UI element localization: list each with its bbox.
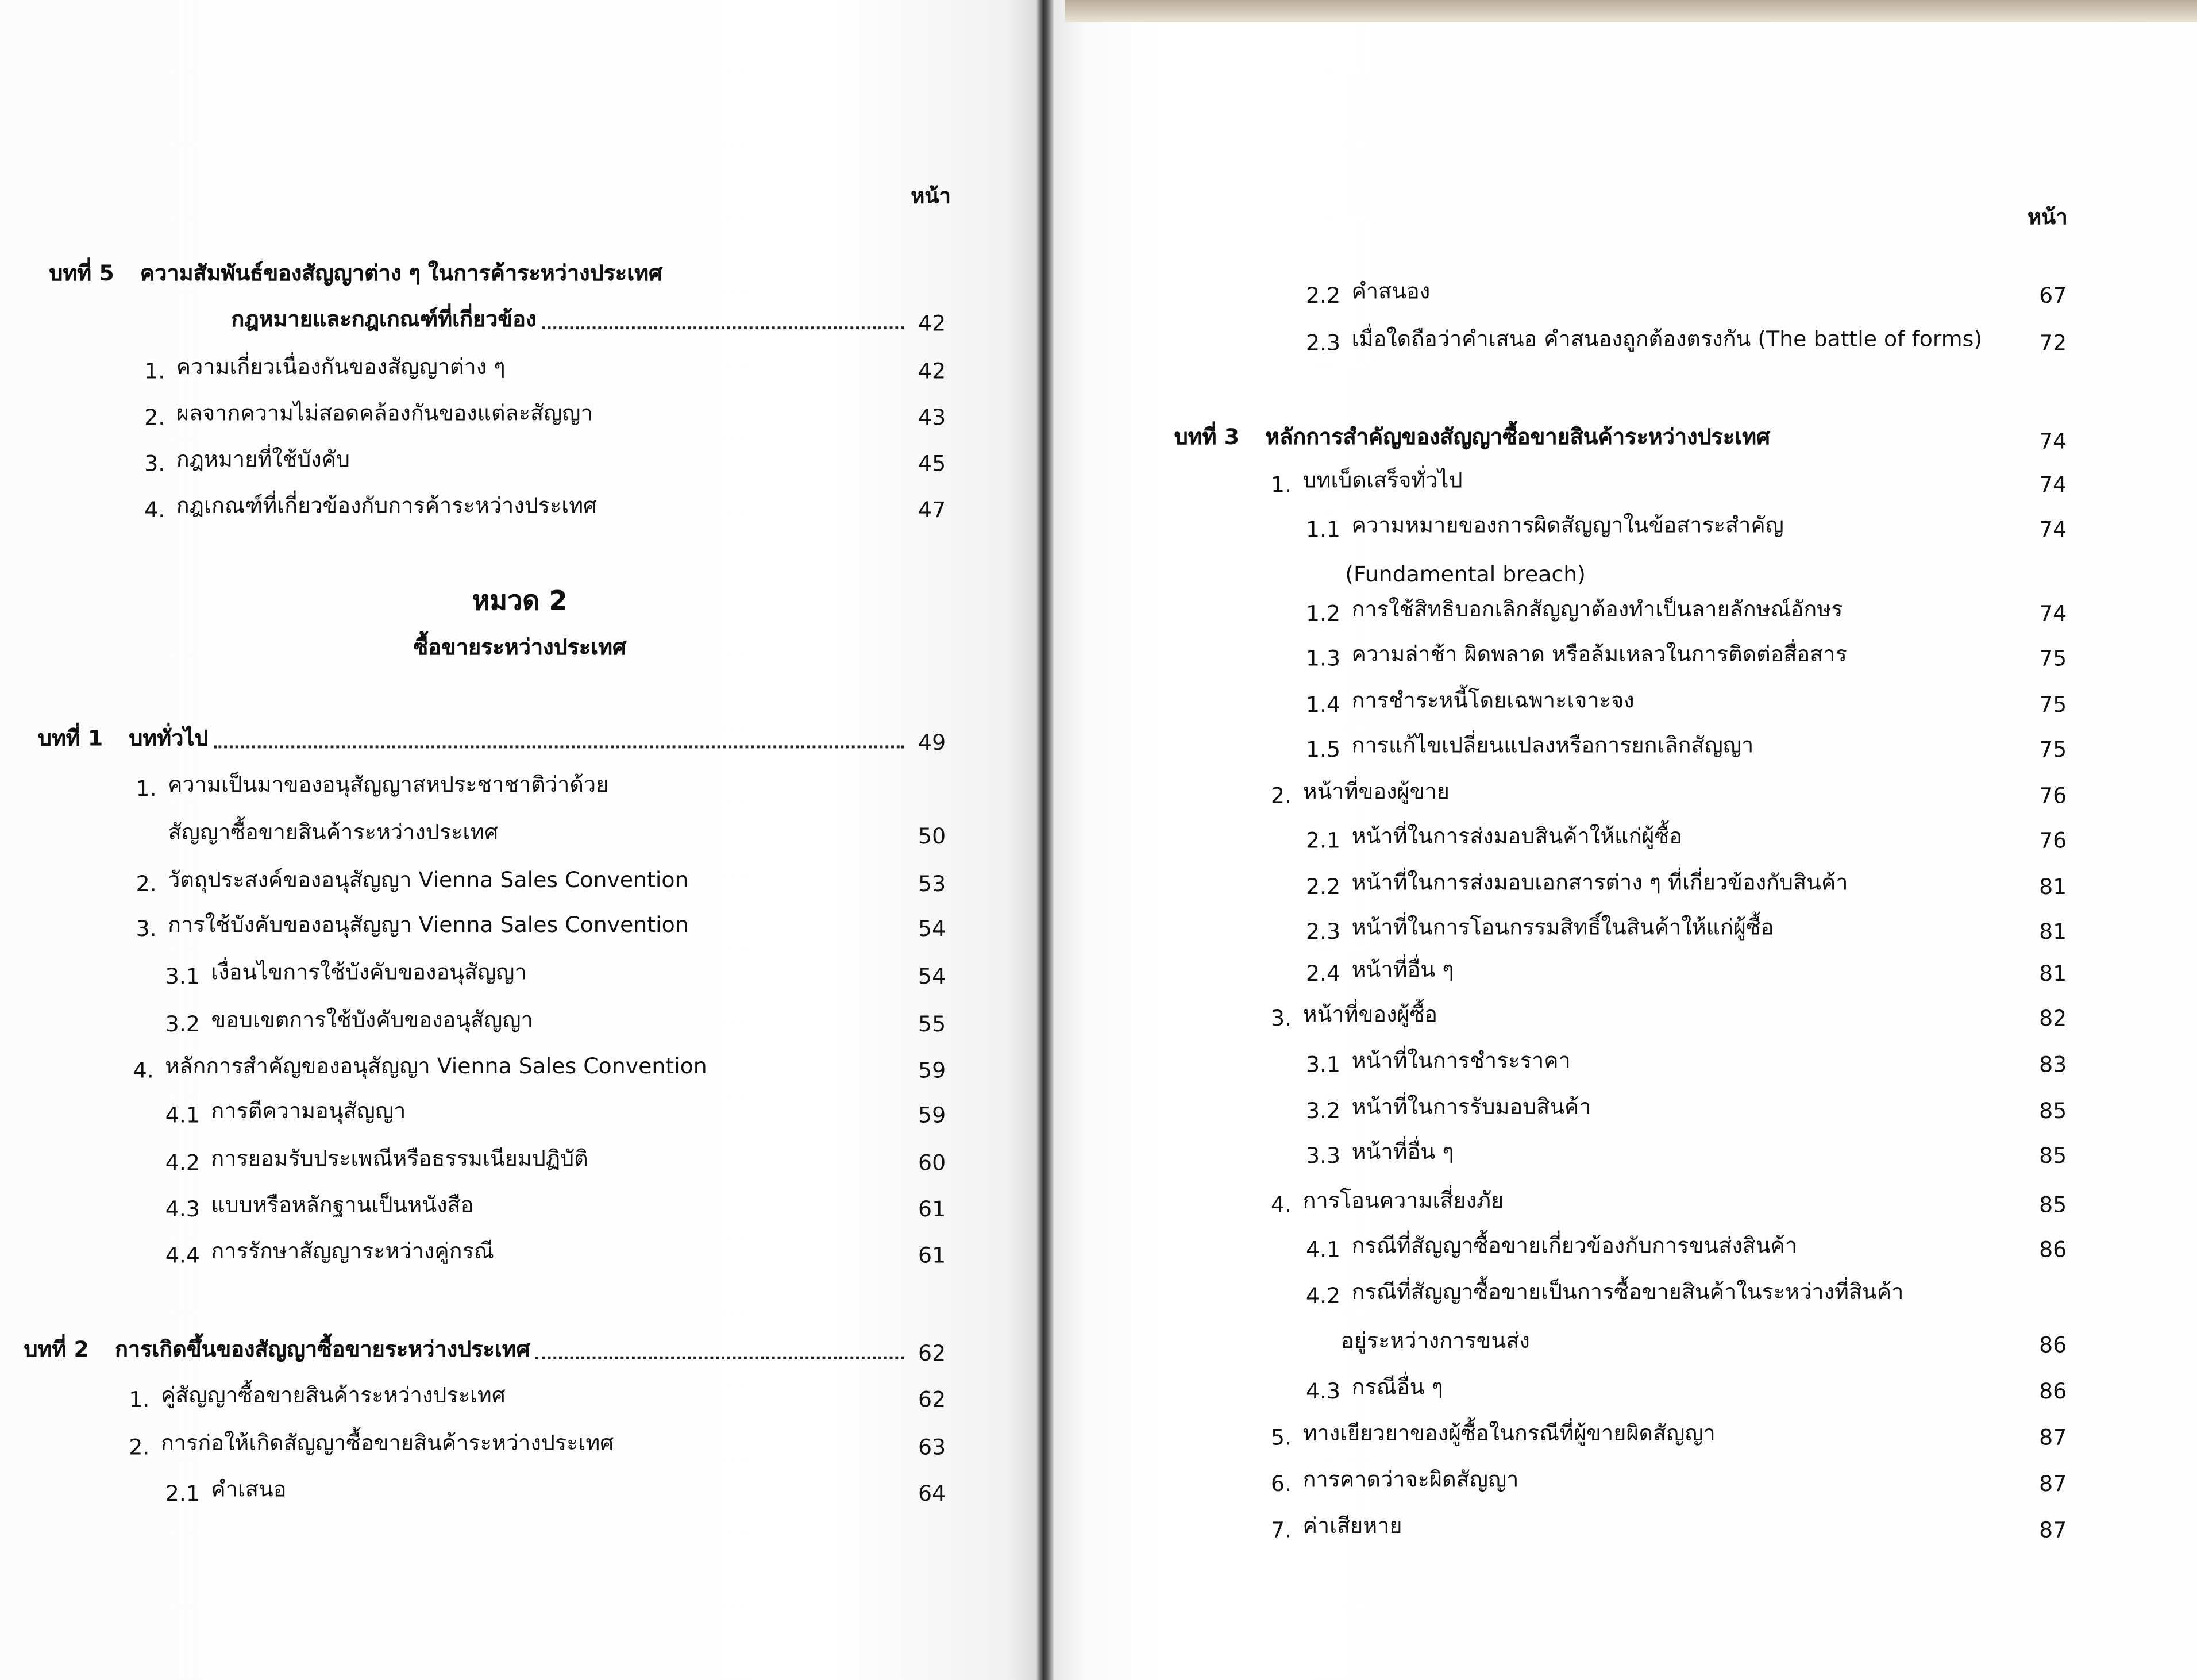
entry-title: หน้าที่อื่น ๆ [1351,957,1454,982]
entry-number: 3.1 [165,964,200,989]
entry-number: 1.5 [1305,737,1341,762]
entry-number: 4.2 [1305,1283,1341,1309]
entry-number: 4.3 [165,1196,200,1222]
entry-number: 1.4 [1305,692,1341,718]
page-number: 59 [918,1103,946,1128]
entry-number: 1.1 [1305,517,1341,542]
entry-number: บทที่ 1 [37,726,103,752]
toc-chapter-entry [140,303,946,337]
book-spine [1037,0,1054,1680]
entry-number: 1. [136,776,157,802]
toc-entry [144,350,946,384]
entry-number: 3. [136,916,157,942]
toc-entry [165,1473,946,1506]
toc-chapter-entry [1174,421,2067,454]
entry-number: 3.1 [1305,1052,1341,1078]
toc-entry [1341,1324,2067,1358]
page-number: 42 [918,359,946,384]
page-number: 75 [2039,646,2067,672]
toc-entry [1271,464,2067,498]
page-number: 61 [918,1243,946,1269]
toc-chapter-entry [49,256,946,290]
page-number: 75 [2039,737,2067,762]
entry-number: 2.1 [1305,828,1341,854]
toc-entry [1271,1509,2067,1543]
entry-number: 1. [1270,472,1292,498]
entry-title: หน้าที่ในการส่งมอบเอกสารต่าง ๆ ที่เกี่ยวข้องกับสินค้า [1351,870,1848,896]
background-surface [1065,0,2197,22]
toc-entry [1306,593,2067,627]
toc-chapter-entry [24,1332,946,1366]
entry-title: การใช้บังคับของอนุสัญญา Vienna Sales Convention [168,912,689,938]
page-number: 86 [2039,1237,2067,1263]
entry-title: หน้าที่ของผู้ขาย [1302,779,1450,804]
toc-entry [1306,729,2067,762]
entry-title: กรณีที่สัญญาซื้อขายเกี่ยวข้องกับการขนส่งสินค้า [1351,1233,1798,1259]
entry-title: การโอนความเสี่ยงภัย [1302,1188,1504,1214]
entry-number: 2.3 [1305,330,1341,356]
entry-title: วัตถุประสงค์ของอนุสัญญา Vienna Sales Convention [168,867,689,893]
entry-number: 4. [144,497,165,523]
entry-number: 4. [133,1058,154,1084]
toc-entry [1306,911,2067,945]
entry-title: แบบหรือหลักฐานเป็นหนังสือ [211,1192,474,1218]
page-number: 81 [2039,874,2067,900]
entry-title: (Fundamental breach) [1345,561,1586,587]
entry-title: ผลจากความไม่สอดคล้องกันของแต่ละสัญญา [176,400,593,426]
toc-entry [1306,1044,2067,1078]
page-number: 62 [918,1340,946,1366]
toc-entry [1306,1275,2067,1309]
page-number: 86 [2039,1332,2067,1358]
entry-number: 4.4 [165,1243,200,1269]
entry-title: หน้าที่ในการส่งมอบสินค้าให้แก่ผู้ซื้อ [1351,824,1682,849]
page-number: 87 [2039,1471,2067,1497]
toc-entry [165,1003,946,1037]
entry-number: 3.2 [165,1011,200,1037]
page-number: 67 [2039,283,2067,309]
toc-entry [136,908,946,942]
entry-number: 1. [129,1387,150,1413]
entry-number: 3. [144,451,165,477]
toc-entry [1271,997,2067,1031]
toc-entry [165,1142,946,1176]
entry-number: 2.2 [1305,283,1341,309]
entry-title: การยอมรับประเพณีหรือธรรมเนียมปฏิบัติ [211,1146,588,1172]
entry-title: บทเบ็ดเสร็จทั่วไป [1302,468,1463,494]
page-number: 45 [918,451,946,477]
page-number: 47 [918,497,946,523]
toc-chapter-entry [38,722,946,756]
entry-number: 7. [1270,1517,1292,1543]
page-number: 54 [918,964,946,989]
toc-entry [1271,1184,2067,1218]
page-number: 49 [918,730,946,756]
entry-number: 4.3 [1305,1378,1341,1404]
toc-entry [165,1188,946,1222]
entry-number: 4.2 [165,1150,200,1176]
entry-title: ความล่าช้า ผิดพลาด หรือล้มเหลวในการติดต่อสื่อสาร [1351,641,1847,667]
page-number: 61 [918,1196,946,1222]
entry-title: คำเสนอ [211,1477,287,1502]
entry-number: 2. [1270,783,1292,809]
entry-title: บททั่วไป [129,726,209,752]
toc-entry [144,443,946,477]
page-number: 42 [918,311,946,337]
toc-entry [1306,322,2067,356]
entry-number: 3.2 [1305,1099,1341,1124]
dot-leader [542,326,904,329]
entry-title: หน้าที่ในการชำระราคา [1351,1048,1571,1074]
entry-title: หน้าที่ในการรับมอบสินค้า [1351,1094,1591,1120]
page-number: 75 [2039,692,2067,718]
entry-number: 2. [136,871,157,897]
entry-title: การรักษาสัญญาระหว่างคู่กรณี [211,1238,494,1264]
entry-number: 2.4 [1305,961,1341,987]
page-number: 87 [2039,1425,2067,1451]
entry-title: ความสัมพันธ์ของสัญญาต่าง ๆ ในการค้าระหว่างประเทศ [140,260,663,286]
entry-title: การแก้ไขเปลี่ยนแปลงหรือการยกเลิกสัญญา [1351,733,1754,758]
page-number: 59 [918,1058,946,1084]
left-page-header: หน้า [911,183,951,209]
toc-entry [1271,775,2067,809]
page-number: 72 [2039,330,2067,356]
toc-entry [129,1379,946,1413]
page-number: 85 [2039,1192,2067,1218]
entry-title: เงื่อนไขการใช้บังคับของอนุสัญญา [211,960,527,985]
toc-entry [165,1235,946,1269]
section-subtitle: ซื้อขายระหว่างประเทศ [413,634,627,660]
entry-number: 1.3 [1305,646,1341,672]
entry-title: ค่าเสียหาย [1302,1513,1402,1539]
page-number: 53 [918,871,946,897]
toc-entry [1306,275,2067,309]
toc-entry [133,1050,946,1084]
toc-entry [1306,638,2067,672]
toc-entry [168,815,946,849]
entry-title: หลักการสำคัญของสัญญาซื้อขายสินค้าระหว่างประเทศ [1265,424,1771,450]
entry-title: คู่สัญญาซื้อขายสินค้าระหว่างประเทศ [160,1383,506,1408]
entry-number: บทที่ 5 [49,260,114,286]
entry-title: การคาดว่าจะผิดสัญญา [1302,1467,1519,1493]
page-number: 82 [2039,1006,2067,1031]
page-number: 81 [2039,919,2067,945]
page-number: 55 [918,1011,946,1037]
toc-entry [1306,953,2067,987]
toc-entry [1306,1370,2067,1404]
dot-leader [214,745,904,748]
toc-entry [129,1427,946,1461]
entry-title: กฎหมายที่ใช้บังคับ [176,446,350,472]
entry-title: การเกิดขึ้นของสัญญาซื้อขายระหว่างประเทศ [114,1336,530,1362]
toc-entry [1345,553,2067,587]
entry-number: 1. [144,359,165,384]
page-number: 81 [2039,961,2067,987]
entry-title: การตีความอนุสัญญา [211,1099,406,1124]
entry-title: การก่อให้เกิดสัญญาซื้อขายสินค้าระหว่างประเทศ [160,1431,614,1456]
page-number: 74 [2039,601,2067,627]
entry-title: หลักการสำคัญของอนุสัญญา Vienna Sales Convention [165,1053,707,1079]
page-number: 74 [2039,429,2067,454]
entry-title: ความหมายของการผิดสัญญาในข้อสาระสำคัญ [1351,513,1784,538]
entry-number: 4.1 [165,1103,200,1128]
entry-number: 2. [129,1435,150,1461]
toc-entry [1306,508,2067,542]
page-number: 43 [918,404,946,430]
entry-number: 5. [1270,1425,1292,1451]
entry-number: 2.3 [1305,919,1341,945]
entry-title: กฎหมายและกฎเกณฑ์ที่เกี่ยวข้อง [231,307,537,332]
entry-number: 3. [1270,1006,1292,1031]
toc-entry [1271,1463,2067,1497]
toc-entry [1271,1417,2067,1451]
entry-title: ความเป็นมาของอนุสัญญาสหประชาชาติว่าด้วย [168,772,609,797]
entry-number: 1.2 [1305,601,1341,627]
entry-number: 4.1 [1305,1237,1341,1263]
page-number: 86 [2039,1378,2067,1404]
entry-title: คำสนอง [1351,279,1431,305]
entry-title: เมื่อใดถือว่าคำเสนอ คำสนองถูกต้องตรงกัน (The battle of forms) [1351,326,1983,352]
entry-title: ทางเยียวยาของผู้ซื้อในกรณีที่ผู้ขายผิดสัญญา [1302,1420,1716,1446]
entry-title: กฎเกณฑ์ที่เกี่ยวข้องกับการค้าระหว่างประเทศ [176,493,598,519]
entry-title: ขอบเขตการใช้บังคับของอนุสัญญา [211,1007,533,1033]
page-number: 85 [2039,1143,2067,1169]
toc-entry [1306,684,2067,718]
page-number: 54 [918,916,946,942]
entry-title: ความเกี่ยวเนื่องกันของสัญญาต่าง ๆ [176,355,506,380]
entry-title: กรณีที่สัญญาซื้อขายเป็นการซื้อขายสินค้าในระหว่างที่สินค้า [1351,1279,1904,1305]
section-title: หมวด 2 [472,585,568,617]
dot-leader [535,1357,904,1359]
toc-entry [1306,1090,2067,1124]
entry-title: การใช้สิทธิบอกเลิกสัญญาต้องทำเป็นลายลักษณ์อักษร [1351,596,1843,622]
toc-entry [144,396,946,430]
entry-number: 4. [1270,1192,1292,1218]
toc-entry [1306,1135,2067,1169]
entry-title: หน้าที่อื่น ๆ [1351,1139,1454,1165]
entry-number: 2. [144,404,165,430]
entry-number: 2.2 [1305,874,1341,900]
page-number: 74 [2039,472,2067,498]
page-number: 76 [2039,783,2067,809]
entry-number: บทที่ 2 [24,1336,89,1362]
entry-number: 2.1 [165,1481,200,1506]
page-number: 64 [918,1481,946,1506]
page-number: 74 [2039,517,2067,542]
entry-title: สัญญาซื้อขายสินค้าระหว่างประเทศ [168,819,499,845]
toc-entry [165,1095,946,1128]
page-number: 87 [2039,1517,2067,1543]
entry-title: หน้าที่ในการโอนกรรมสิทธิ์ในสินค้าให้แก่ผู้ซื้อ [1351,915,1774,941]
page-number: 60 [918,1150,946,1176]
entry-title: การชำระหนี้โดยเฉพาะเจาะจง [1351,688,1635,714]
entry-title: หน้าที่ของผู้ซื้อ [1302,1001,1438,1027]
entry-number: บทที่ 3 [1174,424,1240,450]
toc-entry [1306,820,2067,854]
page-number: 50 [918,824,946,849]
right-page-header: หน้า [2027,205,2068,230]
page-number: 76 [2039,828,2067,854]
page-number: 63 [918,1435,946,1461]
toc-entry [136,768,946,802]
entry-number: 6. [1270,1471,1292,1497]
entry-number: 3.3 [1305,1143,1341,1169]
page-number: 83 [2039,1052,2067,1078]
toc-entry [1306,1229,2067,1263]
toc-entry [1306,866,2067,900]
toc-entry [136,863,946,897]
entry-title: อยู่ระหว่างการขนส่ง [1340,1328,1530,1354]
page-number: 62 [918,1387,946,1413]
page-number: 85 [2039,1099,2067,1124]
entry-title: กรณีอื่น ๆ [1351,1374,1443,1400]
toc-entry [165,955,946,989]
toc-entry [144,489,946,523]
